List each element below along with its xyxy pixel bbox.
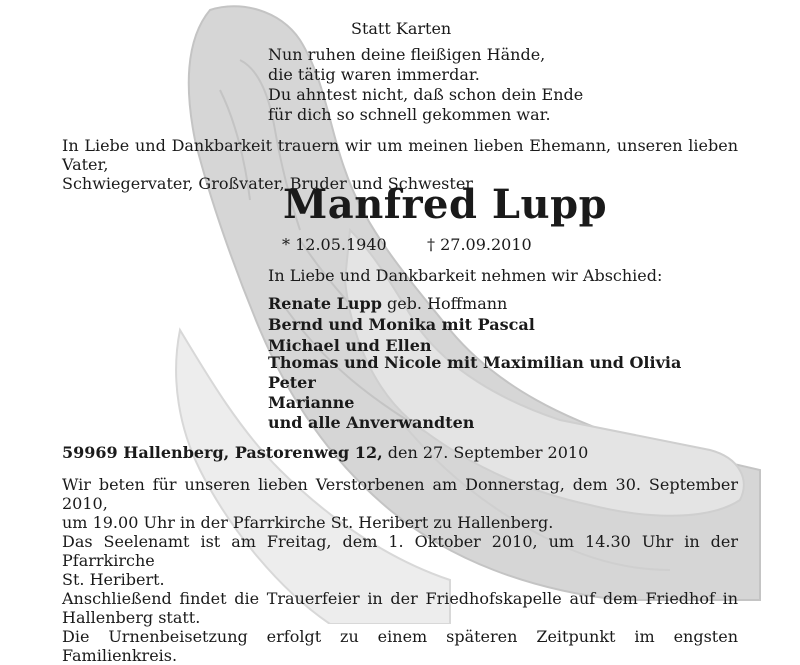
family-member-maiden: geb. Hoffmann (381, 294, 508, 313)
notice-line: Das Seelenamt ist am Freitag, dem 1. Oktober 2010, um 14.30 Uhr in der Pfarrkirche (62, 532, 738, 570)
family-member: und alle Anverwandten (268, 413, 475, 432)
family-member: Michael und Ellen (268, 336, 432, 355)
family-member: Peter (268, 373, 316, 392)
intro-line: Schwiegervater, Großvater, Bruder und Schwester (62, 174, 473, 193)
poem-line: die tätig waren immerdar. (268, 65, 480, 84)
notice-text (62, 475, 738, 665)
farewell-line: In Liebe und Dankbarkeit nehmen wir Abschied: (268, 266, 663, 285)
deceased-name: Manfred Lupp (283, 181, 608, 228)
family-member: Thomas und Nicole mit Maximilian und Olivia (268, 353, 682, 372)
header-statt-karten: Statt Karten (351, 19, 452, 38)
notice-line: Die Urnenbeisetzung erfolgt zu einem späteren Zeitpunkt im engsten Familienkreis. (62, 627, 738, 665)
address-date: den 27. September 2010 (382, 443, 589, 462)
poem-line: Du ahntest nicht, daß schon dein Ende (268, 85, 584, 104)
poem-line: für dich so schnell gekommen war. (268, 105, 551, 124)
notice-line: Wir beten für unseren lieben Verstorbenen am Donnerstag, dem 30. September 2010, (62, 475, 738, 513)
family-member (268, 294, 507, 313)
notice-line: um 19.00 Uhr in der Pfarrkirche St. Heribert zu Hallenberg. (62, 513, 554, 532)
address-line (62, 443, 588, 462)
family-member: Marianne (268, 393, 355, 412)
address-bold: 59969 Hallenberg, Pastorenweg 12, (62, 443, 383, 462)
death-date: † 27.09.2010 (427, 235, 532, 254)
notice-line: St. Heribert. (62, 570, 165, 589)
intro-line: In Liebe und Dankbarkeit trauern wir um meinen lieben Ehemann, unseren lieben Vater, (62, 136, 738, 174)
birth-date: * 12.05.1940 (282, 235, 387, 254)
notice-line: Anschließend findet die Trauerfeier in der Friedhofskapelle auf dem Friedhof in (62, 589, 738, 608)
family-member-bold: Renate Lupp (268, 294, 382, 313)
notice-line: Hallenberg statt. (62, 608, 201, 627)
poem-line: Nun ruhen deine fleißigen Hände, (268, 45, 546, 64)
family-member: Bernd und Monika mit Pascal (268, 315, 535, 334)
